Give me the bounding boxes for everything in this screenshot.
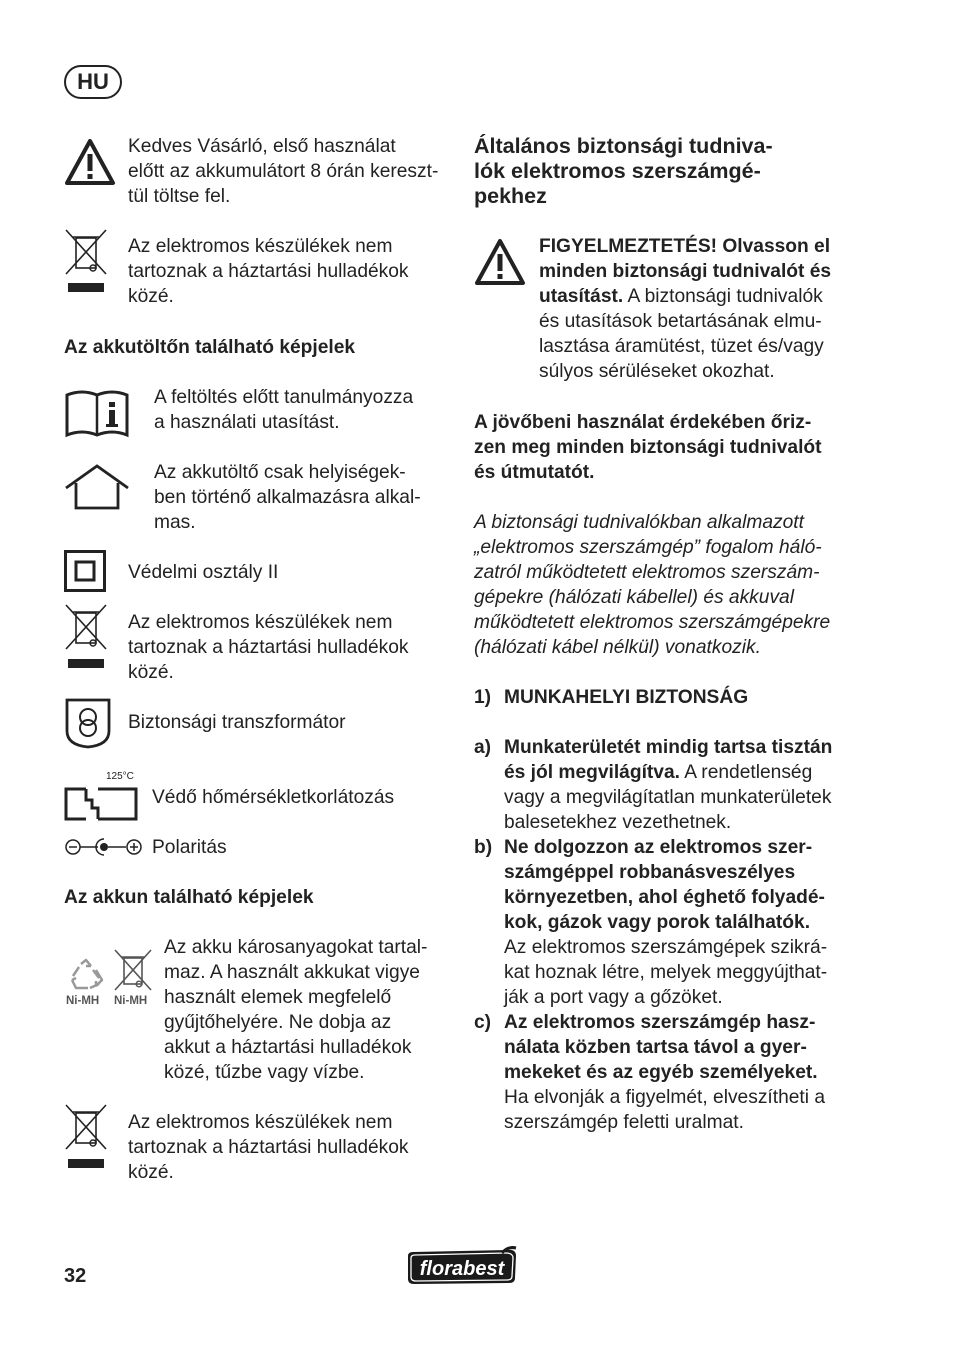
indoor-text: Az akkutöltő csak helyiségek- ben történő alkalmazásra alkal- mas. [154,462,421,533]
item-c: c) Az elektromos szerszámgép hasz- nálata közben tartsa távol a gyer- mekeket és az egyéb személyeket. Ha elvonják a figyelmét, elveszítheti a szerszámgép feletti uralmat. [474,1012,826,1133]
manual-book-icon [64,389,130,439]
intro-text: Kedves Vásárló, első használat előtt az akkumulátort 8 órán kereszt- tül töltse fel. [128,136,439,207]
crossed-bin-icon [113,948,153,994]
class-two-text: Védelmi osztály II [128,562,279,583]
charger-symbols-heading: Az akkutöltőn található képjelek [64,337,356,358]
nimh-label-2: Ni-MH [114,995,148,1007]
weee-text-1: Az elektromos készülékek nem tartoznak a háztartási hulladékok közé. [128,236,409,307]
page-number: 32 [64,1265,87,1287]
general-warning-text: FIGYELMEZTETÉS! Olvasson el minden biztonsági tudnivalót és utasítást. A biztonsági tudnivalók és utasítások betartásának elmu- lasztása áramütést, tüzet és/vagy súlyos sérüléseket okozhat. [539,236,832,382]
crossed-bin-icon [64,603,108,669]
crossed-bin-icon [64,228,108,294]
section-title: Általános biztonsági tudniva- lók elektromos szerszámgé- pekhez [474,134,773,208]
nimh-label-1: Ni-MH [66,995,100,1007]
transformer-text: Biztonsági transzformátor [128,712,346,733]
polarity-text: Polaritás [152,837,227,858]
crossed-bin-icon [64,1103,108,1169]
section-1-heading: 1) MUNKAHELYI BIZTONSÁG [474,687,749,708]
thermal-cutout-icon [64,784,138,824]
weee-text-3: Az elektromos készülékek nem tartoznak a háztartási hulladékok közé. [128,1112,409,1183]
florabest-logo [404,1246,520,1288]
battery-text: Az akku károsanyagokat tartal- maz. A használt akkukat vigye használt elemek megfelelő gyűjtőhelyére. Ne dobja az akkut a háztartási hulladékok közé, tűzbe vagy vízbe. [164,937,428,1083]
item-a: a) Munkaterületét mindig tartsa tisztán és jól megvilágítva. A rendetlenség vagy a megvilágítatlan munkaterületek balesetekhez vezethetnek. [474,737,833,833]
thermal-temp-label: 125°C [106,771,134,782]
weee-text-2: Az elektromos készülékek nem tartoznak a háztartási hulladékok közé. [128,612,409,683]
indoor-house-icon [64,463,130,511]
warning-icon [474,238,526,286]
logo-text: florabest [419,1258,505,1280]
thermal-text: Védő hőmérsékletkorlátozás [152,787,395,808]
class-two-icon [64,550,106,592]
warning-icon [64,138,116,186]
manual-text: A feltöltés előtt tanulmányozza a használati utasítást. [154,387,414,433]
definition-text: A biztonsági tudnivalókban alkalmazott „elektromos szerszámgép” fogalom háló- zatról működtetett elektromos szerszám- gépekre (hálózati kábellel) és akkuval működtetett elektromos szerszámgépekre (hálózati kábel nélkül) vonatkozik. [474,512,831,658]
keep-instructions-text: A jövőbeni használat érdekében őriz- zen meg minden biztonsági tudnivalót és útmutatót. [474,412,822,483]
battery-symbols-heading: Az akkun található képjelek [64,887,314,908]
recycle-icon [66,958,106,992]
safety-transformer-icon [64,697,112,749]
language-badge: HU [64,65,122,99]
polarity-icon [64,836,144,858]
item-b: b) Ne dolgozzon az elektromos szer- számgéppel robbanásveszélyes környezetben, ahol éghető folyadé- kok, gázok vagy porok találhatók. Az elektromos szerszámgépek szikrá- kat hoznak létre, melyek meggyújthat- ják a port vagy a gőzöket. [474,837,828,1008]
